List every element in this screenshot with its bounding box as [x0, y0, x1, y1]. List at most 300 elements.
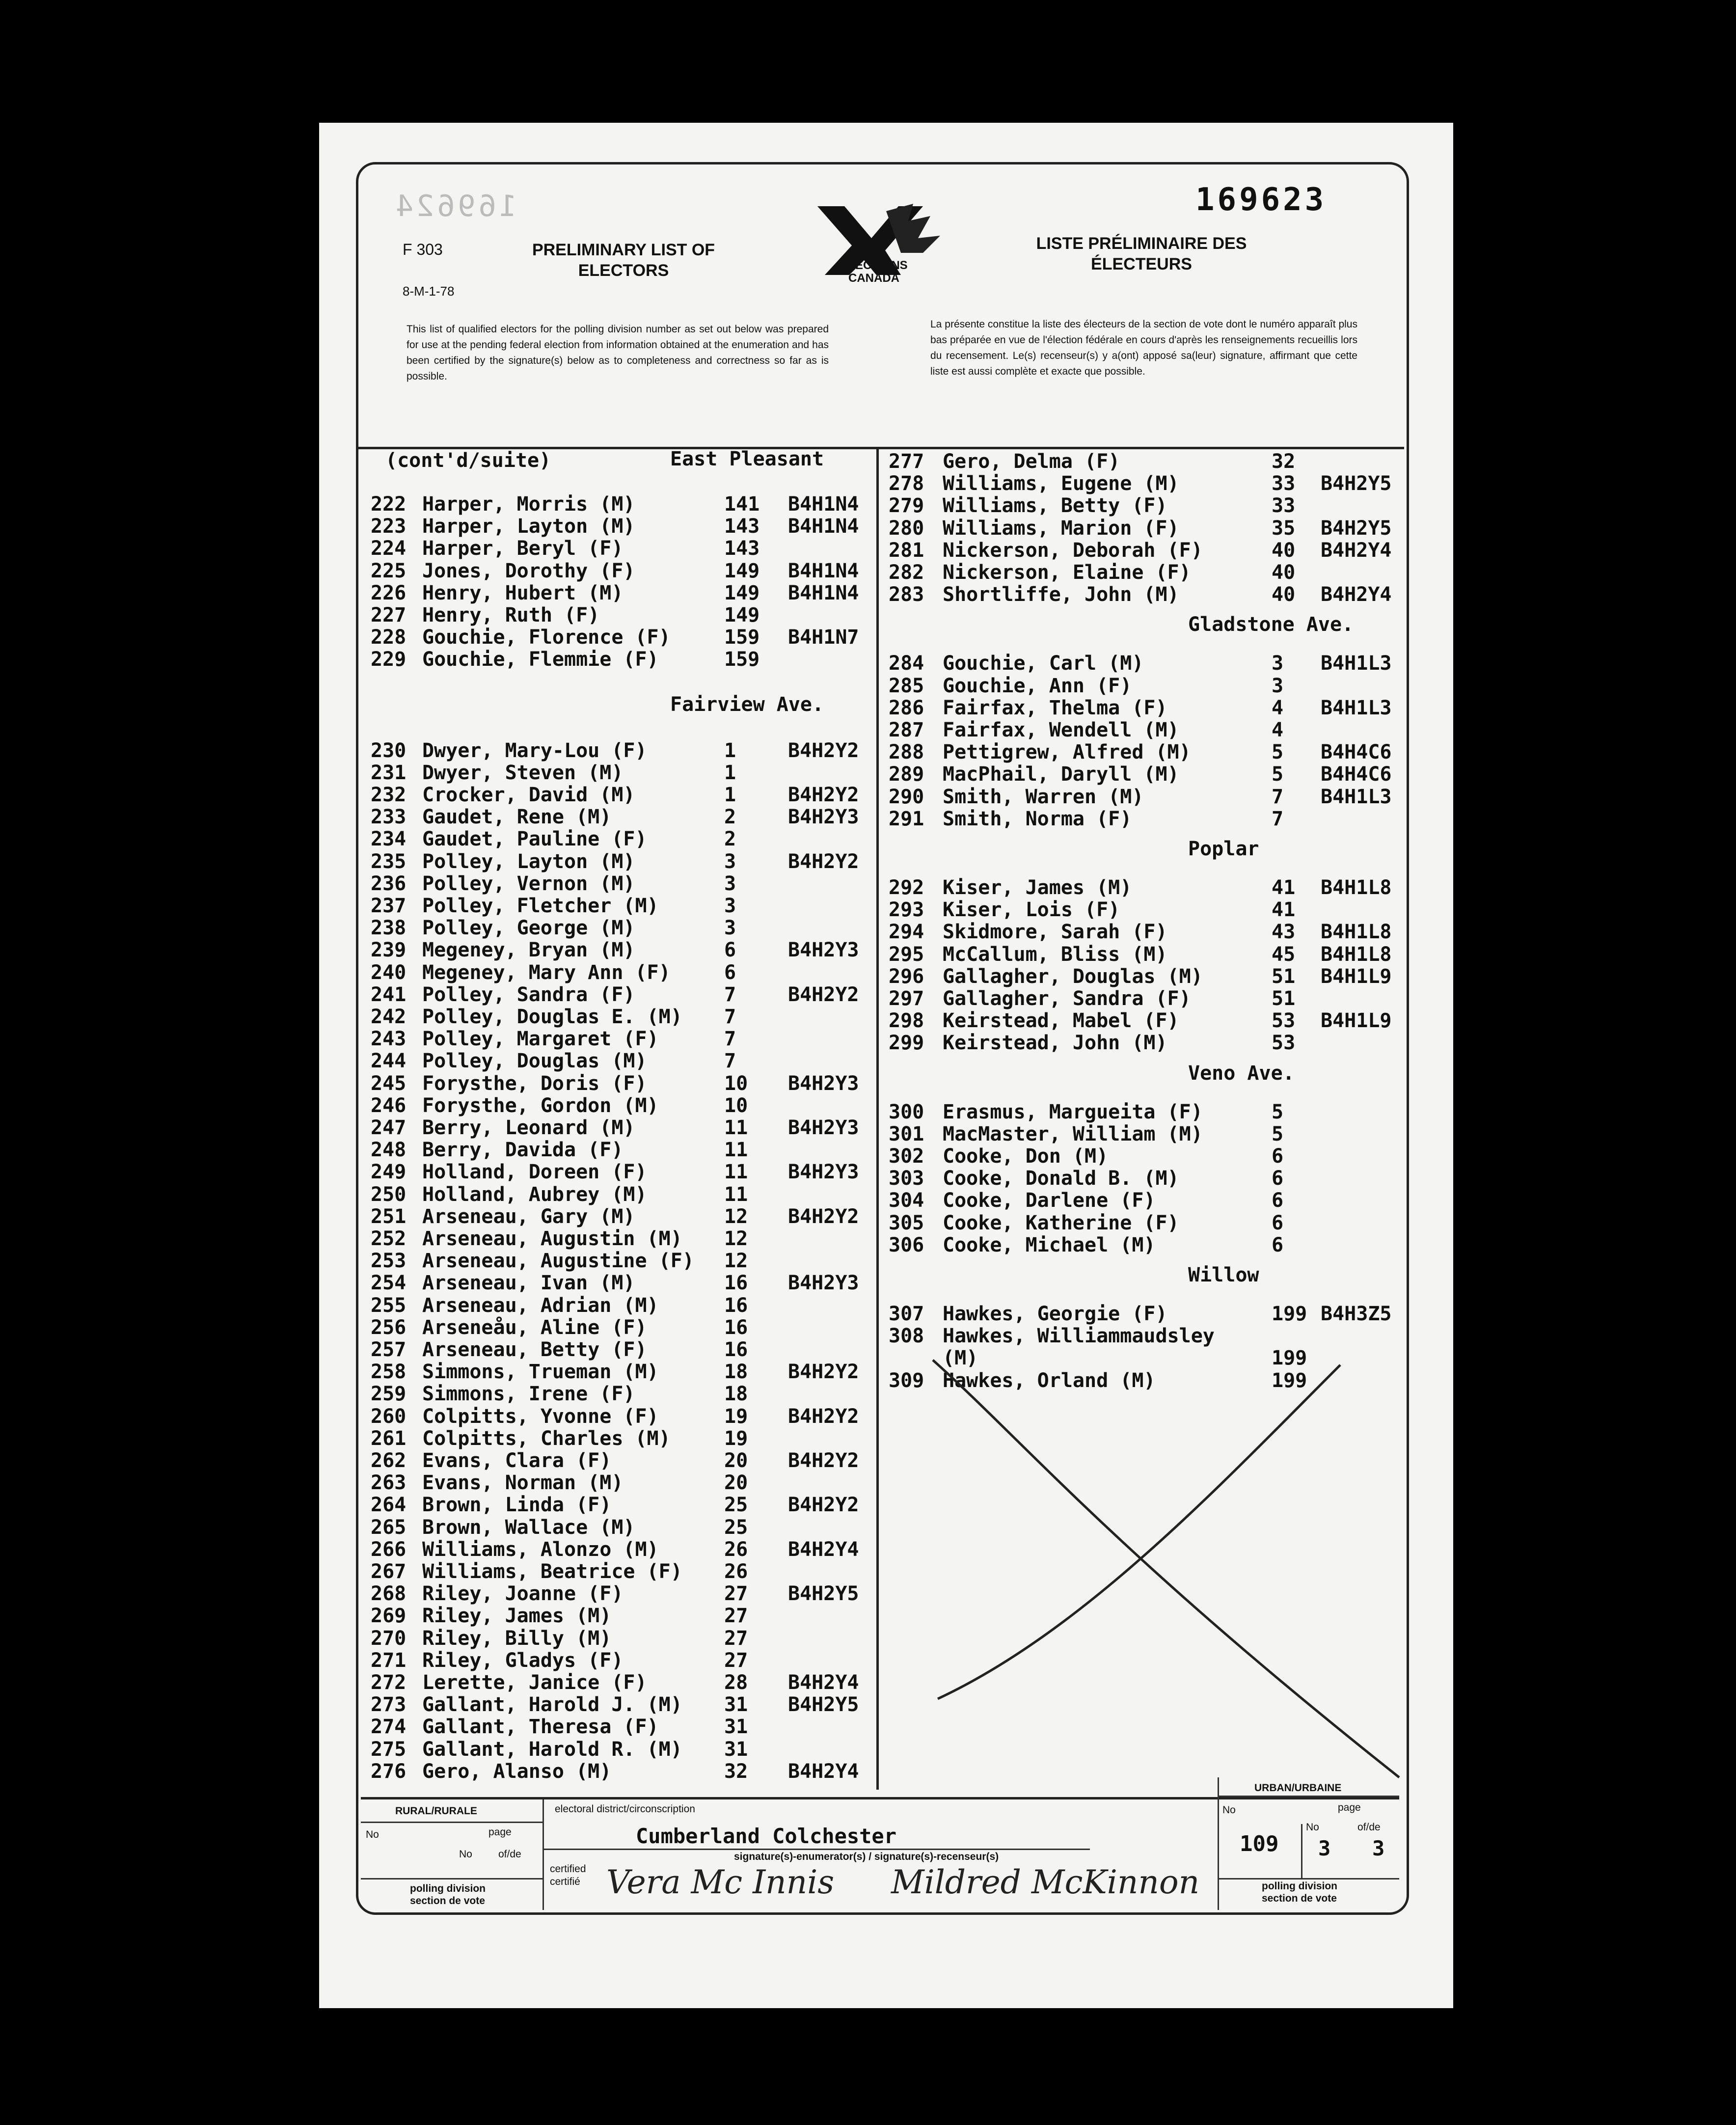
elector-name: Brown, Wallace (M)	[422, 1516, 635, 1539]
elector-row	[371, 1295, 871, 1317]
elector-name: Forysthe, Doris (F)	[422, 1072, 647, 1095]
postal-code: B4H1N4	[788, 515, 859, 538]
elector-name: Polley, Douglas (M)	[422, 1050, 647, 1073]
elector-number: 229	[371, 648, 407, 671]
elector-name: Kiser, James (M)	[943, 876, 1132, 899]
house-number: 35	[1272, 517, 1296, 540]
elector-row	[889, 786, 1399, 808]
elector-name: Holland, Doreen (F)	[422, 1161, 647, 1184]
house-number: 1	[724, 739, 736, 762]
elector-number: 268	[371, 1582, 407, 1606]
elector-number: 285	[889, 674, 924, 697]
postal-code: B4H1N4	[788, 493, 859, 516]
elector-number: 222	[371, 493, 407, 516]
house-number: 26	[724, 1538, 748, 1561]
elector-number: 309	[889, 1369, 924, 1392]
elector-row	[889, 1123, 1399, 1145]
elector-name: Harper, Beryl (F)	[422, 537, 624, 560]
title-french-line-1: LISTE PRÉLIMINAIRE DES	[1036, 234, 1247, 253]
elector-number: 259	[371, 1383, 407, 1406]
elector-number: 296	[889, 965, 924, 988]
elector-row	[371, 806, 871, 828]
elector-number: 244	[371, 1050, 407, 1073]
elector-row	[371, 1339, 871, 1361]
elector-row	[889, 473, 1399, 495]
continued-label: (cont'd/suite)	[385, 449, 551, 472]
elector-number: 255	[371, 1294, 407, 1317]
elector-name: MacPhail, Daryll (M)	[943, 763, 1179, 786]
elector-row	[371, 1050, 871, 1072]
elector-name: Berry, Leonard (M)	[422, 1117, 635, 1139]
house-number: 41	[1272, 899, 1296, 922]
elector-row	[371, 1006, 871, 1028]
district-value: Cumberland Colchester	[636, 1824, 897, 1848]
elector-number: 248	[371, 1139, 407, 1162]
title-english-line-1: PRELIMINARY LIST OF	[532, 241, 715, 259]
postal-code: B4H2Y5	[788, 1693, 859, 1716]
elector-row	[371, 740, 871, 762]
postal-code: B4H2Y3	[788, 939, 859, 962]
elector-name: Cooke, Michael (M)	[943, 1233, 1156, 1256]
elector-number: 302	[889, 1145, 924, 1168]
title-english	[511, 240, 736, 281]
elector-name: Berry, Davida (F)	[422, 1139, 624, 1162]
house-number: 31	[724, 1716, 748, 1739]
elector-name: Simmons, Trueman (M)	[422, 1361, 659, 1384]
house-number: 7	[724, 983, 736, 1006]
elector-row	[889, 675, 1399, 697]
elector-row	[889, 719, 1399, 741]
elector-row	[371, 649, 871, 671]
elector-row	[371, 917, 871, 939]
postal-code: B4H2Y3	[788, 1161, 859, 1184]
elector-name: Harper, Morris (M)	[422, 493, 635, 516]
elector-number: 227	[371, 604, 407, 627]
logo-text	[805, 259, 943, 285]
elector-number: 270	[371, 1627, 407, 1650]
notice-english: This list of qualified electors for the polling division number as set out below was prepared for use at the pending federal election from information obtained at the enumeration and has been certified by the signature(s) below as to completeness and correctness so far as is possible.	[407, 324, 829, 382]
house-number: 5	[1272, 741, 1284, 764]
elector-name: Dwyer, Steven (M)	[422, 761, 624, 784]
elector-name: Williams, Betty (F)	[943, 494, 1167, 518]
elector-row	[889, 966, 1399, 988]
elector-name: Polley, Douglas E. (M)	[422, 1006, 682, 1028]
elector-number: 233	[371, 806, 407, 829]
postal-code: B4H1L3	[1321, 652, 1392, 675]
house-number: 51	[1272, 965, 1296, 988]
postal-code: B4H1N4	[788, 581, 859, 604]
house-number: 143	[724, 537, 760, 560]
elector-name: McCallum, Bliss (M)	[943, 943, 1167, 966]
elector-name: Riley, Joanne (F)	[422, 1582, 624, 1606]
elector-row	[371, 1494, 871, 1516]
elector-number: 274	[371, 1716, 407, 1739]
house-number: 6	[1272, 1167, 1284, 1190]
house-number: 27	[724, 1582, 748, 1606]
elector-number: 294	[889, 921, 924, 944]
elector-row	[371, 851, 871, 873]
elector-number: 257	[371, 1338, 407, 1361]
elector-row	[371, 1406, 871, 1428]
elector-number: 292	[889, 876, 924, 899]
elector-row	[889, 808, 1399, 830]
elector-row	[371, 984, 871, 1006]
postal-code: B4H2Y2	[788, 1361, 859, 1384]
elector-number: 287	[889, 719, 924, 741]
house-number: 40	[1272, 561, 1296, 584]
elector-name: MacMaster, William (M)	[943, 1122, 1203, 1145]
elector-row	[371, 582, 871, 604]
page-total: 3	[1372, 1836, 1385, 1860]
urban-polling-label: polling division	[1262, 1880, 1337, 1892]
street-heading: East Pleasant	[670, 448, 824, 470]
house-number: 4	[1272, 719, 1284, 741]
elector-name: Williams, Marion (F)	[943, 517, 1179, 540]
elector-row	[889, 1190, 1399, 1212]
elector-number: 258	[371, 1361, 407, 1384]
elector-name: Forysthe, Gordon (M)	[422, 1094, 659, 1117]
elector-number: 226	[371, 581, 407, 604]
elector-row	[889, 741, 1399, 763]
elector-row	[889, 697, 1399, 719]
postal-code: B4H1L8	[1321, 876, 1392, 899]
house-number: 20	[724, 1449, 748, 1472]
elector-row	[371, 560, 871, 582]
elector-name: Cooke, Katherine (F)	[943, 1211, 1179, 1234]
certified-label-fr: certifié	[550, 1876, 580, 1887]
footer	[361, 1782, 1399, 1912]
elector-name: Holland, Aubrey (M)	[422, 1183, 647, 1206]
elector-name: Gaudet, Pauline (F)	[422, 828, 647, 851]
elector-number: 291	[889, 807, 924, 830]
elector-name: Evans, Norman (M)	[422, 1471, 624, 1495]
postal-code: B4H2Y4	[1321, 539, 1392, 562]
rural-polling-label: polling division	[410, 1883, 486, 1894]
elector-name: Riley, Billy (M)	[422, 1627, 612, 1650]
postal-code: B4H2Y4	[1321, 583, 1392, 606]
elector-number: 308	[889, 1325, 924, 1348]
house-number: 5	[1272, 1100, 1284, 1123]
elector-number: 252	[371, 1227, 407, 1250]
elector-number: 282	[889, 561, 924, 584]
elector-name: Gaudet, Rene (M)	[422, 806, 612, 829]
postal-code: B4H2Y3	[788, 1072, 859, 1095]
elector-number: 238	[371, 917, 407, 940]
house-number: 199	[1272, 1347, 1307, 1370]
elector-name: Arseneau, Gary (M)	[422, 1205, 635, 1228]
elector-number: 253	[371, 1250, 407, 1273]
elector-row	[889, 988, 1399, 1010]
house-number: 6	[724, 939, 736, 962]
elector-name: Arseneau, Augustine (F)	[422, 1250, 694, 1273]
house-number: 11	[724, 1161, 748, 1184]
house-number: 2	[724, 806, 736, 829]
house-number: 53	[1272, 1032, 1296, 1055]
elector-name: Gallant, Theresa (F)	[422, 1716, 659, 1739]
elector-number: 228	[371, 626, 407, 649]
elector-number: 272	[371, 1671, 407, 1694]
elector-name: Evans, Clara (F)	[422, 1449, 612, 1472]
elector-name: Fairfax, Thelma (F)	[943, 696, 1167, 719]
elector-name: Polley, Vernon (M)	[422, 872, 635, 895]
elector-row	[371, 1250, 871, 1272]
house-number: 7	[1272, 807, 1284, 830]
elector-number: 236	[371, 872, 407, 895]
house-number: 27	[724, 1627, 748, 1650]
elector-row	[889, 944, 1399, 966]
elector-number: 281	[889, 539, 924, 562]
elector-name: Megeney, Mary Ann (F)	[422, 961, 671, 984]
elector-name: Skidmore, Sarah (F)	[943, 921, 1167, 944]
street-heading: Fairview Ave.	[670, 693, 824, 716]
elector-name: (M)	[943, 1347, 978, 1370]
house-number: 43	[1272, 921, 1296, 944]
elector-name: Polley, Fletcher (M)	[422, 895, 659, 917]
certified-label: certified	[550, 1863, 586, 1875]
elector-row	[889, 1303, 1399, 1325]
elector-number: 232	[371, 784, 407, 806]
house-number: 11	[724, 1139, 748, 1162]
polling-division-number: 109	[1240, 1831, 1279, 1856]
elector-name: Crocker, David (M)	[422, 784, 635, 806]
house-number: 6	[1272, 1145, 1284, 1168]
elector-name: Polley, Sandra (F)	[422, 983, 635, 1006]
elector-row	[371, 1694, 871, 1716]
elector-name: Harper, Layton (M)	[422, 515, 635, 538]
elector-number: 237	[371, 895, 407, 917]
elector-name: Fairfax, Wendell (M)	[943, 719, 1179, 741]
elector-row	[371, 873, 871, 895]
elector-name: Cooke, Donald B. (M)	[943, 1167, 1179, 1190]
elector-row	[371, 1228, 871, 1250]
house-number: 199	[1272, 1369, 1307, 1392]
elector-name: Polley, Layton (M)	[422, 850, 635, 873]
postal-code: B4H2Y2	[788, 1405, 859, 1428]
elector-row	[889, 562, 1399, 584]
house-number: 3	[1272, 674, 1284, 697]
postal-code: B4H1N4	[788, 559, 859, 582]
house-number: 19	[724, 1427, 748, 1450]
elector-number: 298	[889, 1009, 924, 1033]
house-number: 28	[724, 1671, 748, 1694]
elector-row	[371, 1672, 871, 1694]
house-number: 6	[1272, 1211, 1284, 1234]
elector-row	[889, 1168, 1399, 1190]
elector-number: 305	[889, 1211, 924, 1234]
elector-row	[371, 538, 871, 560]
house-number: 32	[724, 1760, 748, 1783]
form-number: F 303	[403, 241, 443, 258]
postal-code: B4H2Y4	[788, 1538, 859, 1561]
house-number: 7	[1272, 785, 1284, 808]
district-label: electoral district/circonscription	[555, 1803, 695, 1815]
elector-name: Dwyer, Mary-Lou (F)	[422, 739, 647, 762]
elector-name: Simmons, Irene (F)	[422, 1383, 635, 1406]
elector-name: Williams, Alonzo (M)	[422, 1538, 659, 1561]
elector-name: Brown, Linda (F)	[422, 1494, 612, 1517]
elector-number: 234	[371, 828, 407, 851]
elector-number: 245	[371, 1072, 407, 1095]
elector-number: 276	[371, 1760, 407, 1783]
street-heading: Gladstone Ave.	[1188, 613, 1354, 636]
signature-one: Vera Mc Innis	[606, 1863, 835, 1901]
rural-label: RURAL/RURALE	[395, 1805, 477, 1817]
serial-number: 169623	[1195, 182, 1327, 218]
house-number: 3	[724, 872, 736, 895]
elector-number: 243	[371, 1028, 407, 1051]
elector-name: Gallagher, Douglas (M)	[943, 965, 1203, 988]
postal-code: B4H1L9	[1321, 1009, 1392, 1033]
elector-row	[889, 1145, 1399, 1168]
elector-name: Arseneau, Adrian (M)	[422, 1294, 659, 1317]
elector-name: Nickerson, Elaine (F)	[943, 561, 1191, 584]
page-number: 3	[1318, 1836, 1331, 1860]
elector-number: 223	[371, 515, 407, 538]
rural-page-label: page	[488, 1826, 512, 1838]
elector-number: 306	[889, 1233, 924, 1256]
elector-name: Polley, George (M)	[422, 917, 635, 940]
elector-name: Polley, Margaret (F)	[422, 1028, 659, 1051]
elector-row	[371, 604, 871, 627]
postal-code: B4H2Y4	[788, 1760, 859, 1783]
elector-row	[889, 1101, 1399, 1123]
elector-number: 256	[371, 1316, 407, 1339]
elector-row	[371, 1761, 871, 1783]
house-number: 3	[724, 895, 736, 917]
elector-row	[371, 1272, 871, 1294]
house-number: 19	[724, 1405, 748, 1428]
form-date: 8-M-1-78	[403, 284, 455, 299]
house-number: 10	[724, 1072, 748, 1095]
house-number: 143	[724, 515, 760, 538]
elector-row	[371, 1628, 871, 1650]
elector-row	[889, 653, 1399, 675]
house-number: 32	[1272, 450, 1296, 473]
elector-name: Gouchie, Flemmie (F)	[422, 648, 659, 671]
house-number: 159	[724, 626, 760, 649]
elector-name: Cooke, Don (M)	[943, 1145, 1109, 1168]
house-number: 199	[1272, 1303, 1307, 1325]
house-number: 31	[724, 1693, 748, 1716]
elector-row	[889, 1010, 1399, 1032]
postal-code: B4H2Y3	[788, 1117, 859, 1139]
elector-number: 249	[371, 1161, 407, 1184]
elector-name: Gallant, Harold J. (M)	[422, 1693, 682, 1716]
elector-row	[371, 784, 871, 806]
elector-number: 278	[889, 472, 924, 495]
elector-number: 266	[371, 1538, 407, 1561]
house-number: 40	[1272, 539, 1296, 562]
house-number: 6	[724, 961, 736, 984]
elector-name: Gouchie, Ann (F)	[943, 674, 1132, 697]
elector-number: 260	[371, 1405, 407, 1428]
house-number: 3	[724, 917, 736, 940]
postal-code: B4H1L8	[1321, 921, 1392, 944]
elector-name: Hawkes, Williammaudsley	[943, 1325, 1215, 1348]
house-number: 11	[724, 1183, 748, 1206]
elector-row	[371, 1650, 871, 1672]
house-number: 11	[724, 1117, 748, 1139]
house-number: 141	[724, 493, 760, 516]
elector-number: 231	[371, 761, 407, 784]
elector-number: 239	[371, 939, 407, 962]
elector-number: 273	[371, 1693, 407, 1716]
house-number: 10	[724, 1094, 748, 1117]
elector-name: Gouchie, Florence (F)	[422, 626, 671, 649]
elector-row	[371, 1561, 871, 1583]
elector-row	[889, 451, 1399, 473]
postal-code: B4H1L8	[1321, 943, 1392, 966]
house-number: 6	[1272, 1189, 1284, 1212]
signature-label: signature(s)-enumerator(s) / signature(s)-recenseur(s)	[734, 1851, 999, 1862]
house-number: 41	[1272, 876, 1296, 899]
elector-row	[889, 584, 1399, 606]
house-number: 3	[1272, 652, 1284, 675]
elector-name: Keirstead, John (M)	[943, 1032, 1167, 1055]
elector-number: 297	[889, 987, 924, 1010]
house-number: 16	[724, 1272, 748, 1295]
elector-row	[371, 1073, 871, 1095]
elector-name: Henry, Hubert (M)	[422, 581, 624, 604]
postal-code: B4H4C6	[1321, 763, 1392, 786]
house-number: 7	[724, 1050, 736, 1073]
house-number: 2	[724, 828, 736, 851]
elector-number: 303	[889, 1167, 924, 1190]
elector-name: Keirstead, Mabel (F)	[943, 1009, 1179, 1033]
postal-code: B4H1L3	[1321, 785, 1392, 808]
elector-row	[371, 1383, 871, 1405]
house-number: 40	[1272, 583, 1296, 606]
elector-name: Shortliffe, John (M)	[943, 583, 1179, 606]
elector-number: 304	[889, 1189, 924, 1212]
house-number: 16	[724, 1338, 748, 1361]
elector-number: 289	[889, 763, 924, 786]
elector-number: 224	[371, 537, 407, 560]
elector-row	[889, 495, 1399, 517]
elector-number: 293	[889, 899, 924, 922]
elector-number: 277	[889, 450, 924, 473]
elector-number: 284	[889, 652, 924, 675]
rural-box	[361, 1799, 542, 1907]
elector-number: 280	[889, 517, 924, 540]
elector-number: 271	[371, 1649, 407, 1672]
elector-number: 279	[889, 494, 924, 518]
elector-number: 247	[371, 1117, 407, 1139]
house-number: 27	[724, 1605, 748, 1628]
elector-row	[371, 1095, 871, 1117]
house-number: 12	[724, 1205, 748, 1228]
elector-name: Gero, Alanso (M)	[422, 1760, 612, 1783]
elector-row	[371, 627, 871, 649]
elector-row	[889, 899, 1399, 921]
elector-name: Jones, Dorothy (F)	[422, 559, 635, 582]
street-heading: Willow	[1188, 1264, 1259, 1286]
postal-code: B4H2Y2	[788, 739, 859, 762]
house-number: 5	[1272, 763, 1284, 786]
elector-name: Gallagher, Sandra (F)	[943, 987, 1191, 1010]
urban-of-label: of/de	[1357, 1822, 1381, 1833]
rural-page-no-label: No	[459, 1849, 472, 1860]
elector-row	[371, 1539, 871, 1561]
elector-name: Gero, Delma (F)	[943, 450, 1120, 473]
elector-row	[371, 1139, 871, 1161]
elector-row	[889, 877, 1399, 899]
postal-code: B4H3Z5	[1321, 1303, 1392, 1325]
elector-row	[371, 1184, 871, 1206]
elector-row	[889, 1212, 1399, 1234]
elector-name: Williams, Beatrice (F)	[422, 1560, 682, 1583]
title-french-line-2: ÉLECTEURS	[1091, 255, 1192, 273]
